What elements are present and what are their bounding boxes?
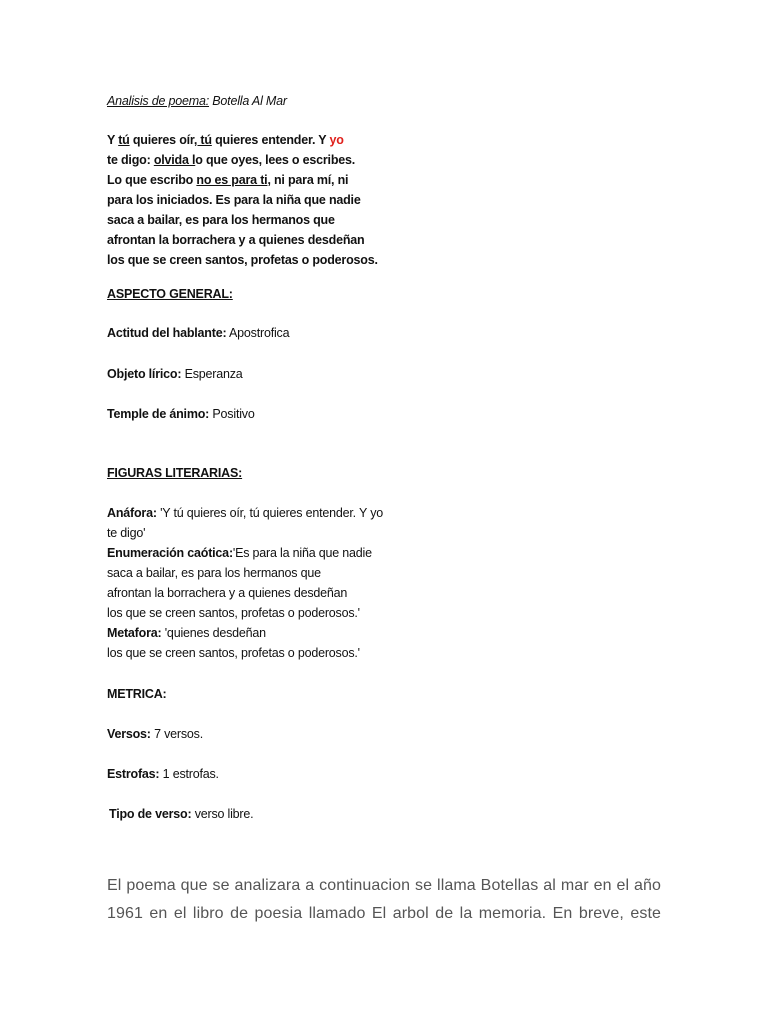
poem-line-3: Lo que escribo no es para ti, ni para mí, ni [107, 173, 349, 187]
poem-line-6: afrontan la borrachera y a quienes desdeñan [107, 233, 365, 247]
title-label: Analisis de poema: [107, 94, 210, 108]
enumeracion-line-2: saca a bailar, es para los hermanos que [107, 566, 321, 580]
metafora-line-2: los que se creen santos, profetas o poderosos.' [107, 646, 360, 660]
enumeracion-line-3: afrontan la borrachera y a quienes desdeñan [107, 586, 348, 600]
estrofas-row: Estrofas: 1 estrofas. [107, 767, 219, 781]
tipo-row: Tipo de verso: verso libre. [109, 807, 254, 821]
objeto-row: Objeto lírico: Esperanza [107, 367, 243, 381]
versos-row: Versos: 7 versos. [107, 727, 203, 741]
poem-line-5: saca a bailar, es para los hermanos que [107, 213, 335, 227]
metafora-line-1: Metafora: 'quienes desdeñan [107, 626, 266, 640]
poem-line-7: los que se creen santos, profetas o poderosos. [107, 253, 378, 267]
general-heading: ASPECTO GENERAL: [107, 287, 233, 301]
poem-text [107, 130, 378, 270]
figuras-heading: FIGURAS LITERARIAS: [107, 466, 243, 480]
metrica-heading: METRICA: [107, 687, 167, 701]
poem-line-1: Y tú quieres oír, tú quieres entender. Y yo [107, 133, 344, 147]
poem-line-4: para los iniciados. Es para la niña que nadie [107, 193, 361, 207]
poem-line-2: te digo: olvida lo que oyes, lees o escribes. [107, 153, 356, 167]
enumeracion-line-1: Enumeración caótica:'Es para la niña que nadie [107, 546, 372, 560]
anafora-line-2: te digo' [107, 526, 146, 540]
body-paragraph: El poema que se analizara a continuacion se llama Botellas al mar en el año 1961 en el libro de poesia llamado El arbol de la memoria. En breve, este [107, 877, 661, 922]
enumeracion-line-4: los que se creen santos, profetas o poderosos.' [107, 606, 360, 620]
actitud-row: Actitud del hablante: Apostrofica [107, 326, 290, 340]
anafora-line-1: Anáfora: 'Y tú quieres oír, tú quieres entender. Y yo [107, 506, 383, 520]
poem-name: Botella Al Mar [212, 94, 287, 108]
figuras-list [107, 503, 383, 663]
document-title [107, 91, 287, 111]
temple-row: Temple de ánimo: Positivo [107, 407, 255, 421]
highlighted-word: yo [329, 133, 344, 147]
